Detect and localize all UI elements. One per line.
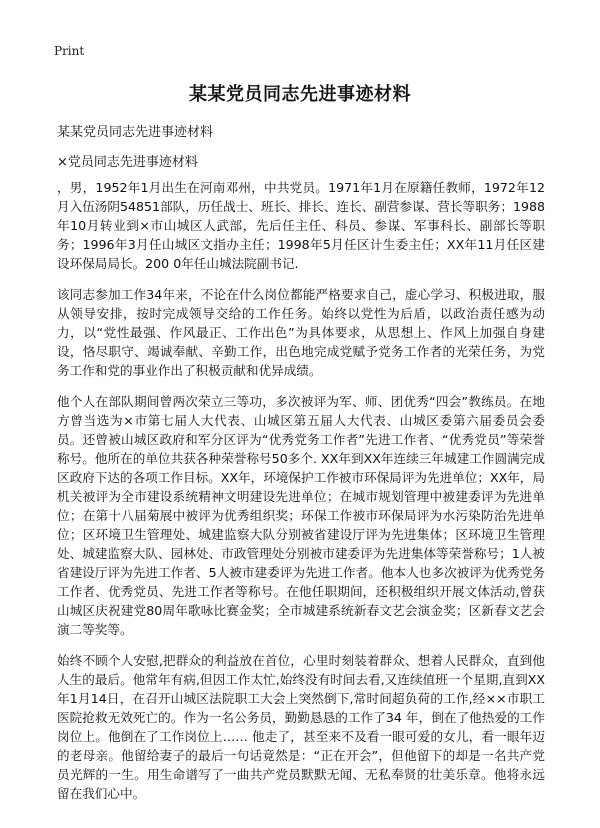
document-title: 某某党员同志先进事迹材料: [189, 84, 411, 105]
paragraph-honors: 他个人在部队期间曾两次荣立三等功，多次被评为军、师、团优秀“四会”教练员。在地方曾当选为×市第七届人大代表、山城区第五届人大代表、山城区委第六届委员会委员。还曾被山城区政府和军分区评为“优秀党务工作者”先进工作者、“优秀党员”等荣誉称号。他所在的单位共获各种荣誉称号50多个. XX年到XX年连续三年城建工作圆满完成区政府下达的各项工作目标。XX年，环境保护工作被市环保局评为先进单位；XX年，局机关被评为全市建设系统精神文明建设先进单位；在城市规划管理中被建委评为先进单位；在第十八届菊展中被评为优秀组织奖；环保工作被市环保局评为水污染防治先进单位；区环境卫生管理处、城建监察大队分别被省建设厅评为先进集体；区环境卫生管理处、城建监察大队、园林处、市政管理处分别被市建委评为先进集体等荣誉称号；1人被省建设厅评为先进工作者、5人被市建委评为先进工作者。他本人也多次被评为优秀党务工作者、优秀党员、先进工作者等称号。在他任职期间，还积极组织开展文体活动,曾获山城区庆祝建党80周年歌咏比赛金奖；全市城建系统新春文艺会演金奖；区新春文艺会演二等奖等。: [57, 394, 545, 637]
document-body: [57, 178, 545, 815]
paragraph-work-attitude: 该同志参加工作34年来，不论在什么岗位都能严格要求自己，虚心学习、积极进取，服从领导安排，按时完成领导交给的工作任务。始终以党性为后盾，以政治责任感为动力，以“党性最强、作风最正、工作出色”为具体要求，从思想上、作风上加强自身建设，恪尽职守、竭诚奉献、辛勤工作，出色地完成党赋予党务工作者的光荣任务，为党务工作和党的事业作出了积极贡献和优异成绩。: [57, 287, 545, 378]
print-link[interactable]: Print: [54, 44, 85, 58]
intro-name-line: ×党员同志先进事迹材料: [57, 155, 198, 170]
paragraph-biography: ，男，1952年1月出生在河南邓州，中共党员。1971年1月在原籍任教师，1972年12月入伍汤阴54851部队，历任战士、班长、排长、连长、副营参谋、营长等职务；1988年10月转业到×市山城区人武部，先后任主任、科员、参谋、军事科长、副部长等职务；1996年3月任山城区文指办主任；1998年5月任区计生委主任；XX年11月任区建设环保局局长。200 0年任山城法院副书记.: [57, 180, 545, 271]
paragraph-dedication: 始终不顾个人安慰,把群众的利益放在首位，心里时刻装着群众、想着人民群众，直到他人生的最后。他常年有病,但因工作太忙,始终没有时间去看,又连续值班一个星期,直到XX年1月14日，在召开山城区法院职工大会上突然倒下,常时间超负荷的工作,经××市职工医院抢救无效死亡的。作为一名公务员，勤勤恳恳的工作了34 年，倒在了他热爱的工作岗位上。他倒在了工作岗位上…… 他走了，甚至来不及看一眼可爱的女儿，看一眼年迈的老母亲。他留给妻子的最后一句话竟然是：“正在开会”，但他留下的却是一名共产党员光辉的一生。用生命谱写了一曲共产党员默默无闻、无私奉贤的壮美乐章。他将永远留在我们心中。: [57, 653, 545, 801]
document-subtitle: 某某党员同志先进事迹材料: [57, 125, 214, 140]
